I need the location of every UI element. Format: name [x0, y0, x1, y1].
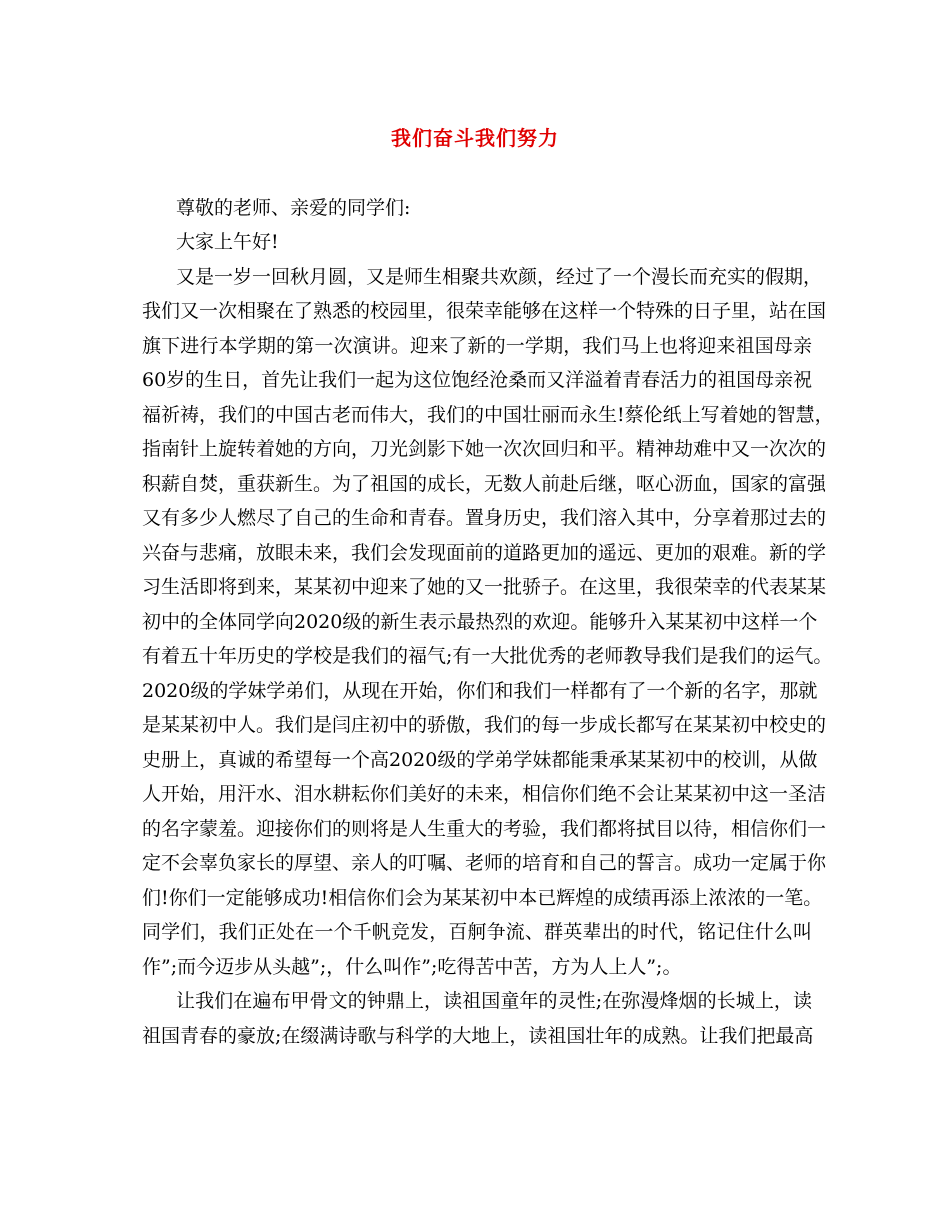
paragraph-line: 积薪自焚，重获新生。为了祖国的成长，无数人前赴后继，呕心沥血，国家的富强 — [142, 473, 827, 495]
paragraph-line: 同学们，我们正处在一个千帆竞发，百舸争流、群英辈出的时代，铭记住什么叫 — [142, 921, 812, 943]
paragraph-line: 兴奋与悲痛，放眼未来，我们会发现面前的道路更加的遥远、更加的艰难。新的学 — [142, 542, 827, 564]
paragraph-line: 又是一岁一回秋月圆，又是师生相聚共欢颜，经过了一个漫长而充实的假期， — [176, 266, 823, 288]
paragraph-line: 史册上，真诚的希望每一个高2020级的学弟学妹都能秉承某某初中的校训，从做 — [142, 749, 818, 771]
paragraph-line: 又有多少人燃尽了自己的生命和青春。置身历史，我们溶入其中，分享着那过去的 — [142, 507, 827, 529]
paragraph-line: 们!你们一定能够成功!相信你们会为某某初中本已辉煌的成绩再添上浓浓的一笔。 — [142, 887, 823, 909]
salutation-line: 尊敬的老师、亲爱的同学们: — [176, 197, 411, 219]
paragraph-line: 习生活即将到来，某某初中迎来了她的又一批骄子。在这里，我很荣幸的代表某某 — [142, 576, 827, 598]
paragraph-line: 旗下进行本学期的第一次演讲。迎来了新的一学期，我们马上也将迎来祖国母亲 — [142, 335, 812, 357]
paragraph-line: 让我们在遍布甲骨文的钟鼎上，读祖国童年的灵性;在弥漫烽烟的长城上，读 — [176, 990, 812, 1012]
paragraph-line: 人开始，用汗水、泪水耕耘你们美好的未来，相信你们绝不会让某某初中这一圣洁 — [142, 783, 827, 805]
paragraph-line: 2020级的学妹学弟们，从现在开始，你们和我们一样都有了一个新的名字，那就 — [142, 680, 818, 702]
paragraph-line: 的名字蒙羞。迎接你们的则将是人生重大的考验，我们都将拭目以待，相信你们一 — [142, 818, 827, 840]
paragraph-line: 指南针上旋转着她的方向，刀光剑影下她一次次回归和平。精神劫难中又一次次的 — [142, 438, 827, 460]
paragraph-line: 初中的全体同学向2020级的新生表示最热烈的欢迎。能够升入某某初中这样一个 — [142, 611, 818, 633]
greeting-line: 大家上午好! — [176, 231, 279, 253]
paragraph-line: 有着五十年历史的学校是我们的福气;有一大批优秀的老师教导我们是我们的运气。 — [142, 645, 833, 667]
paragraph-line: 福祈祷，我们的中国古老而伟大，我们的中国壮丽而永生!蔡伦纸上写着她的智慧， — [142, 404, 834, 426]
paragraph-line: 是某某初中人。我们是闫庄初中的骄傲，我们的每一步成长都写在某某初中校史的 — [142, 714, 827, 736]
document-title: 我们奋斗我们努力 — [391, 126, 559, 150]
paragraph-line: 祖国青春的豪放;在缀满诗歌与科学的大地上，读祖国壮年的成熟。让我们把最高 — [142, 1025, 814, 1047]
paragraph-line: 定不会辜负家长的厚望、亲人的叮嘱、老师的培育和自己的誓言。成功一定属于你 — [142, 852, 827, 874]
paragraph-line: 作”;而今迈步从头越”;，什么叫作”;吃得苦中苦，方为人上人”;。 — [142, 956, 682, 978]
paragraph-line: 我们又一次相聚在了熟悉的校园里，很荣幸能够在这样一个特殊的日子里，站在国 — [142, 300, 827, 322]
paragraph-line: 60岁的生日，首先让我们一起为这位饱经沧桑而又洋溢着青春活力的祖国母亲祝 — [142, 369, 813, 391]
